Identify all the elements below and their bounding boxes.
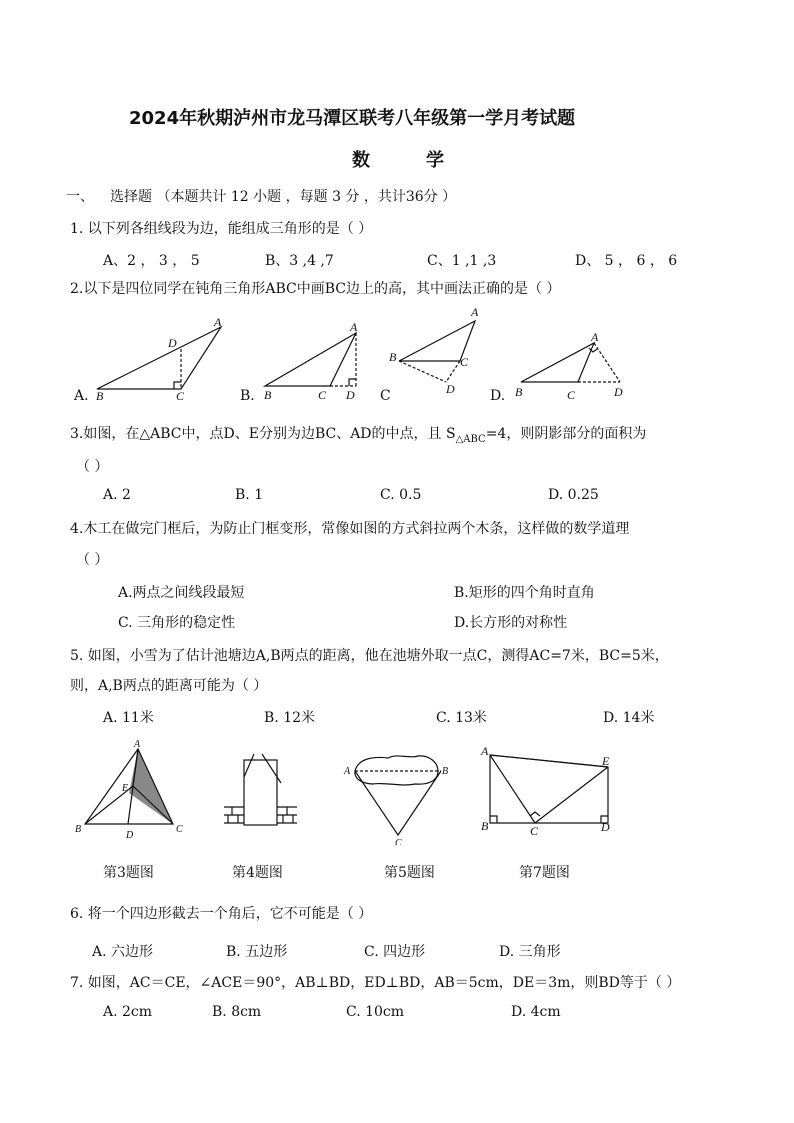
fig7-ce [535, 767, 608, 823]
caption-fig4: 第4题图 [232, 865, 283, 881]
fig7-pt-d: D [601, 820, 610, 834]
subject-char-1: 数 [352, 150, 372, 171]
q3-stem-line2: （ ） [76, 459, 109, 475]
caption-fig7: 第7题图 [519, 865, 570, 881]
q3-option-d: D. 0.25 [548, 487, 599, 503]
fig7-pt-e: E [602, 754, 610, 768]
fig3-pt-c: C [176, 824, 183, 835]
page-title: 2024年秋期泸州市龙马潭区联考八年级第一学月考试题 [129, 108, 576, 129]
q2-fig-label-d: D. [490, 388, 506, 404]
q4-stem: 4.木工在做完门框后，为防止门框变形，常像如图的方式斜拉两个木条，这样做的数学道理 [70, 521, 630, 537]
section-number: 一、 [66, 189, 94, 205]
q3-option-b: B. 1 [235, 487, 264, 503]
q2-fig-d-height [594, 343, 620, 382]
fig5-pt-b: B [442, 766, 449, 777]
q2-b-pt-d: D [346, 388, 355, 402]
q5-stem-line2: 则，A,B两点的距离可能为（ ） [70, 678, 268, 694]
q3-stem-part-b: =4，则阴影部分的面积为 [485, 426, 647, 442]
q2-fig-label-a: A. [74, 388, 89, 404]
q4-option-d: D.长方形的对称性 [454, 615, 568, 631]
q7-option-d: D. 4cm [511, 1004, 561, 1020]
q2-d-pt-c: C [567, 388, 576, 402]
q1-option-b: B、3 ,4 ,7 [265, 253, 334, 269]
fig3-pt-e: E [122, 783, 129, 794]
q6-option-d: D. 三角形 [499, 944, 561, 960]
q6-option-c: C. 四边形 [364, 944, 426, 960]
q1-option-d: D、 5 ， 6 ， 6 [575, 253, 678, 269]
q2-figures [0, 300, 794, 410]
q1-option-a: A、2 ， 3 ， 5 [103, 253, 200, 269]
fig3-pt-b: B [75, 824, 82, 835]
q6-option-b: B. 五边形 [226, 944, 288, 960]
q2-c-pt-d: D [446, 382, 455, 396]
q2-stem: 2.以下是四位同学在钝角三角形ABC中画BC边上的高，其中画法正确的是（ ） [70, 281, 561, 297]
q7-option-b: B. 8cm [212, 1004, 262, 1020]
figures-row [0, 735, 794, 845]
q5-stem: 5. 如图，小雪为了估计池塘边A,B两点的距离，他在池塘外取一点C，测得AC=7米，BC=5米， [70, 648, 669, 664]
q3-stem-subscript: △ABC [455, 433, 486, 445]
q3-option-a: A. 2 [103, 487, 131, 503]
q5-option-a: A. 11米 [103, 710, 154, 726]
q2-fig-d-triangle [521, 343, 594, 382]
q2-c-pt-b: B [389, 350, 397, 364]
q2-b-pt-c: C [318, 388, 327, 402]
q6-option-a: A. 六边形 [92, 944, 154, 960]
subject-char-2: 学 [426, 150, 446, 171]
q4-option-c: C. 三角形的稳定性 [118, 615, 236, 631]
fig4-brace-left [244, 754, 254, 777]
q2-b-pt-a: A [350, 320, 358, 334]
fig5-pt-c: C [395, 838, 402, 845]
q2-d-pt-d: D [614, 385, 623, 399]
caption-fig5: 第5题图 [384, 865, 435, 881]
q2-d-pt-b: B [515, 385, 523, 399]
q2-d-pt-a: A [591, 330, 599, 344]
fig3-pt-d: D [126, 830, 134, 841]
q5-option-d: D. 14米 [603, 710, 655, 726]
q2-b-pt-b: B [264, 388, 272, 402]
fig4-brace-right [262, 754, 281, 783]
q4-option-a: A.两点之间线段最短 [118, 585, 245, 601]
q2-a-pt-a: A [214, 315, 222, 329]
fig7-pt-c: C [530, 824, 539, 838]
q2-fig-label-b: B. [240, 388, 255, 404]
q2-fig-b-triangle [265, 333, 356, 386]
q7-stem: 7. 如图，AC＝CE，∠ACE＝90°，AB⊥BD，ED⊥BD，AB＝5cm，DE＝3m，则BD等于（ ） [70, 975, 681, 991]
q2-a-pt-b: B [96, 389, 104, 403]
q1-stem: 1. 以下列各组线段为边，能组成三角形的是（ ） [70, 221, 373, 237]
caption-fig3: 第3题图 [103, 865, 154, 881]
q2-a-pt-d: D [168, 336, 177, 350]
q2-a-pt-c: C [176, 389, 185, 403]
q2-fig-c-height [399, 361, 446, 382]
q5-option-b: B. 12米 [264, 710, 316, 726]
fig3-pt-a: A [134, 739, 141, 750]
section-label: 选择题 （本题共计 12 小题 ，每题 3 分 ，共计36分 ） [110, 189, 457, 205]
q2-fig-label-c: C [380, 388, 391, 404]
q2-c-pt-a: A [471, 305, 479, 319]
q3-option-c: C. 0.5 [380, 487, 422, 503]
fig7-pt-a: A [481, 744, 489, 758]
q3-stem-part-a: 3.如图，在△ABC中，点D、E分别为边BC、AD的中点，且 S [70, 426, 456, 442]
q5-option-c: C. 13米 [436, 710, 487, 726]
q4-stem-line2: （ ） [76, 552, 109, 568]
q2-fig-a-triangle [97, 327, 221, 389]
q2-c-pt-c: C [460, 355, 469, 369]
q3-stem [70, 423, 646, 445]
fig7-ae [490, 755, 608, 767]
fig5-triangle-sides [355, 771, 441, 835]
q1-option-c: C、1 ,1 ,3 [427, 253, 497, 269]
fig5-pt-a: A [344, 766, 351, 777]
fig7-ac [490, 755, 535, 823]
q4-option-b: B.矩形的四个角时直角 [454, 585, 595, 601]
q7-option-a: A. 2cm [103, 1004, 153, 1020]
fig3-shaded-region [129, 749, 173, 824]
q6-stem: 6. 将一个四边形截去一个角后，它不可能是（ ） [70, 906, 373, 922]
fig7-pt-b: B [481, 819, 489, 833]
q7-option-c: C. 10cm [346, 1004, 405, 1020]
